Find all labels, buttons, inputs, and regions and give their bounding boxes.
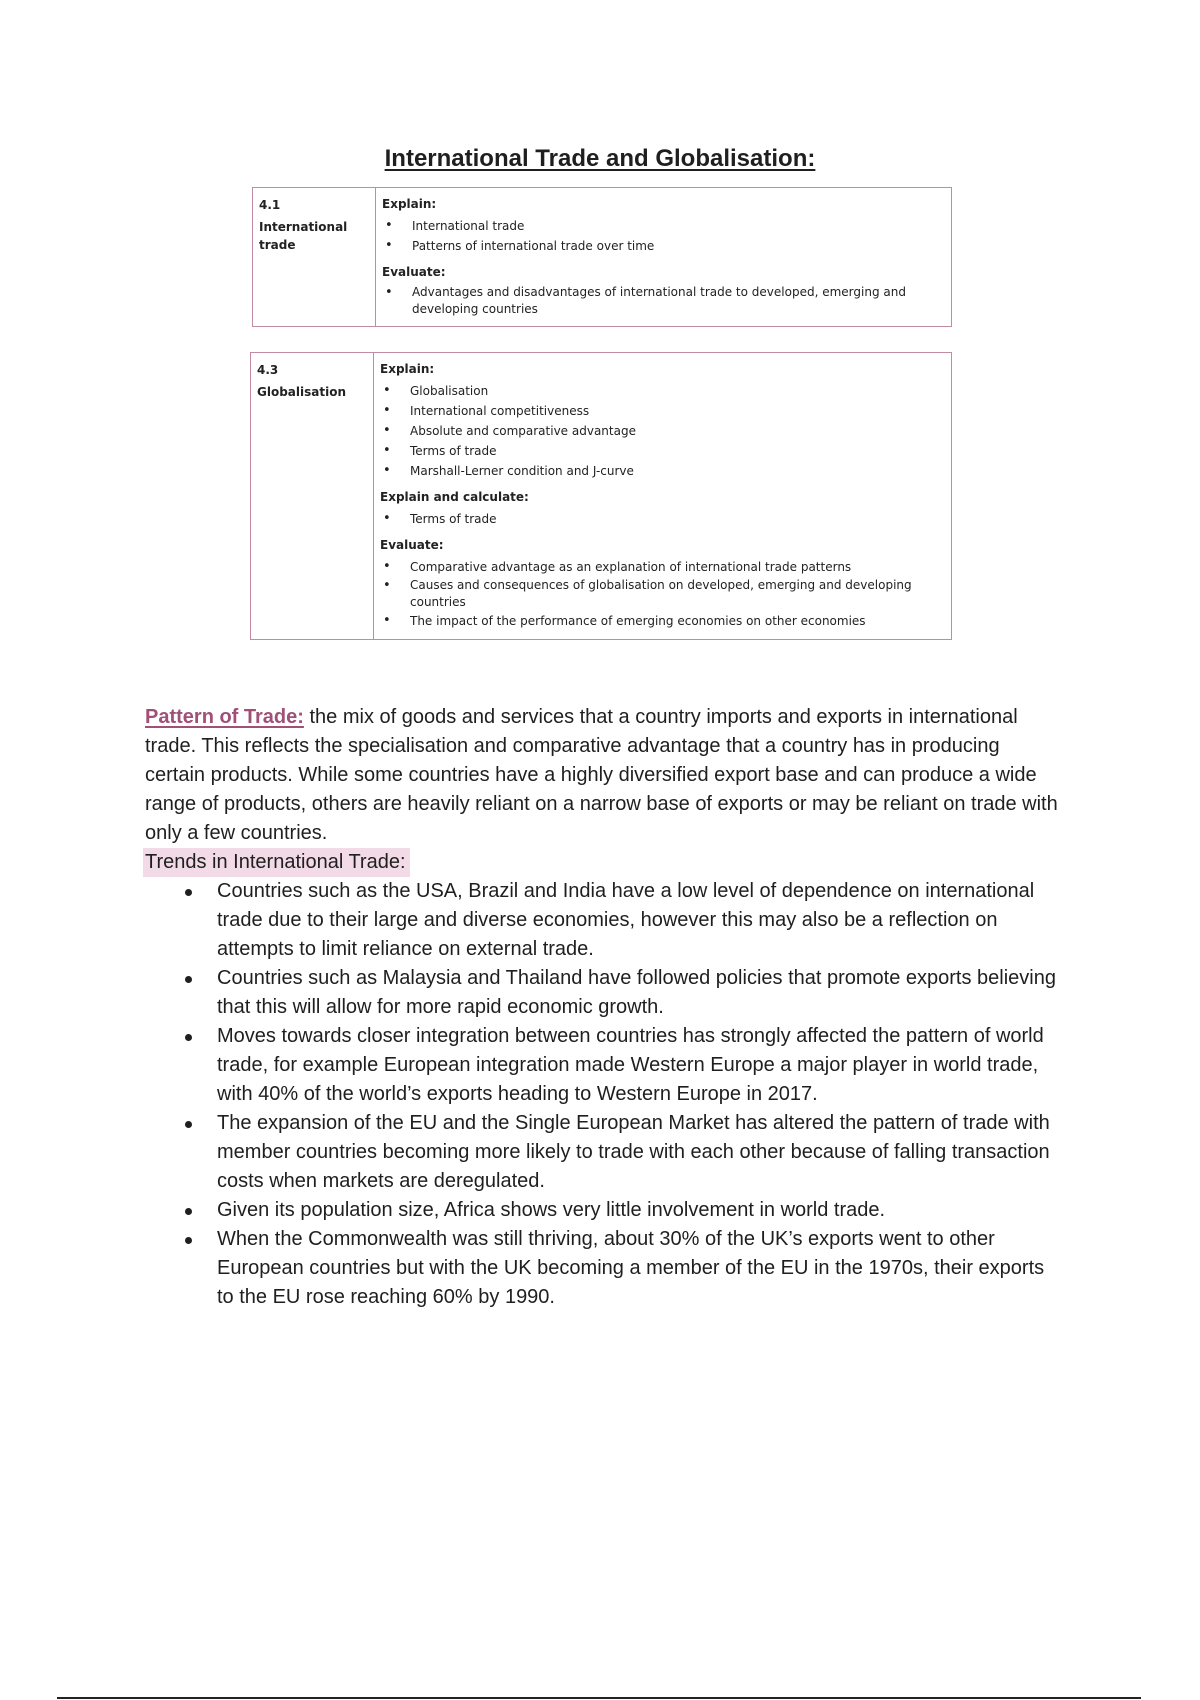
page-title: International Trade and Globalisation: — [384, 145, 816, 172]
spec-code: 4.1 — [259, 198, 281, 212]
definition-paragraph — [145, 703, 1065, 848]
spec-table-globalisation — [250, 352, 952, 640]
list-item: • Advantages and disadvantages of international trade to developed, emerging and developing countries — [382, 284, 945, 318]
spec-code-cell — [253, 188, 376, 327]
list-item: • Absolute and comparative advantage — [380, 421, 945, 441]
spec-content-cell — [374, 353, 952, 640]
trend-item: Moves towards closer integration between countries has strongly affected the pattern of world trade, for example European integration made Western Europe a major player in world trade, with 40% of the world’s exports heading to Western Europe in 2017. — [145, 1022, 1065, 1109]
trend-item: The expansion of the EU and the Single European Market has altered the pattern of trade with member countries becoming more likely to trade with each other because of falling transaction costs when markets are deregulated. — [145, 1109, 1065, 1196]
spec-topic-name: International trade — [259, 220, 348, 252]
section-list — [380, 381, 945, 481]
section-list — [382, 284, 945, 318]
notes-body — [145, 703, 1065, 1312]
section-heading: Explain: — [382, 197, 437, 211]
spec-table-international-trade — [252, 187, 952, 327]
spec-code: 4.3 — [257, 363, 279, 377]
list-item: • International trade — [382, 216, 945, 236]
definition-term: Pattern of Trade: — [145, 706, 304, 728]
list-item: • International competitiveness — [380, 401, 945, 421]
list-item: • Terms of trade — [380, 509, 945, 529]
definition-text: the mix of goods and services that a country imports and exports in international trade. This reflects the specialisation and comparative advantage that a country has in producing certain products. While some countries have a highly diversified export base and can produce a wide range of products, others are heavily reliant on a narrow base of exports or may be reliant on trade with only a few countries. — [145, 706, 1058, 844]
section-list — [382, 216, 945, 256]
trend-item: When the Commonwealth was still thriving, about 30% of the UK’s exports went to other European countries but with the UK becoming a member of the EU in the 1970s, their exports to the EU rose reaching 60% by 1990. — [145, 1225, 1065, 1312]
section-heading: Evaluate: — [382, 265, 446, 279]
list-item: • Marshall-Lerner condition and J-curve — [380, 461, 945, 481]
spec-topic-name: Globalisation — [257, 385, 346, 399]
trends-heading: Trends in International Trade: — [143, 848, 410, 877]
section-heading: Explain: — [380, 362, 435, 376]
trend-item: Countries such as the USA, Brazil and India have a low level of dependence on international trade due to their large and diverse economies, however this may also be a reflection on attempts to limit reliance on external trade. — [145, 877, 1065, 964]
list-item: • Globalisation — [380, 381, 945, 401]
list-item: • Causes and consequences of globalisation on developed, emerging and developing countries — [380, 577, 945, 611]
spec-content-cell — [376, 188, 952, 327]
section-heading: Evaluate: — [380, 538, 444, 552]
footer-divider — [57, 1697, 1141, 1699]
list-item: • Terms of trade — [380, 441, 945, 461]
list-item: • Comparative advantage as an explanation of international trade patterns — [380, 557, 945, 577]
trends-list — [145, 877, 1065, 1312]
section-heading: Explain and calculate: — [380, 490, 529, 504]
section-list — [380, 557, 945, 631]
trends-heading-line — [145, 848, 1065, 877]
spec-code-cell — [251, 353, 374, 640]
list-item: • The impact of the performance of emerging economies on other economies — [380, 611, 945, 631]
trend-item: Countries such as Malaysia and Thailand have followed policies that promote exports believing that this will allow for more rapid economic growth. — [145, 964, 1065, 1022]
section-list — [380, 509, 945, 529]
trend-item: Given its population size, Africa shows very little involvement in world trade. — [145, 1196, 1065, 1225]
list-item: • Patterns of international trade over time — [382, 236, 945, 256]
